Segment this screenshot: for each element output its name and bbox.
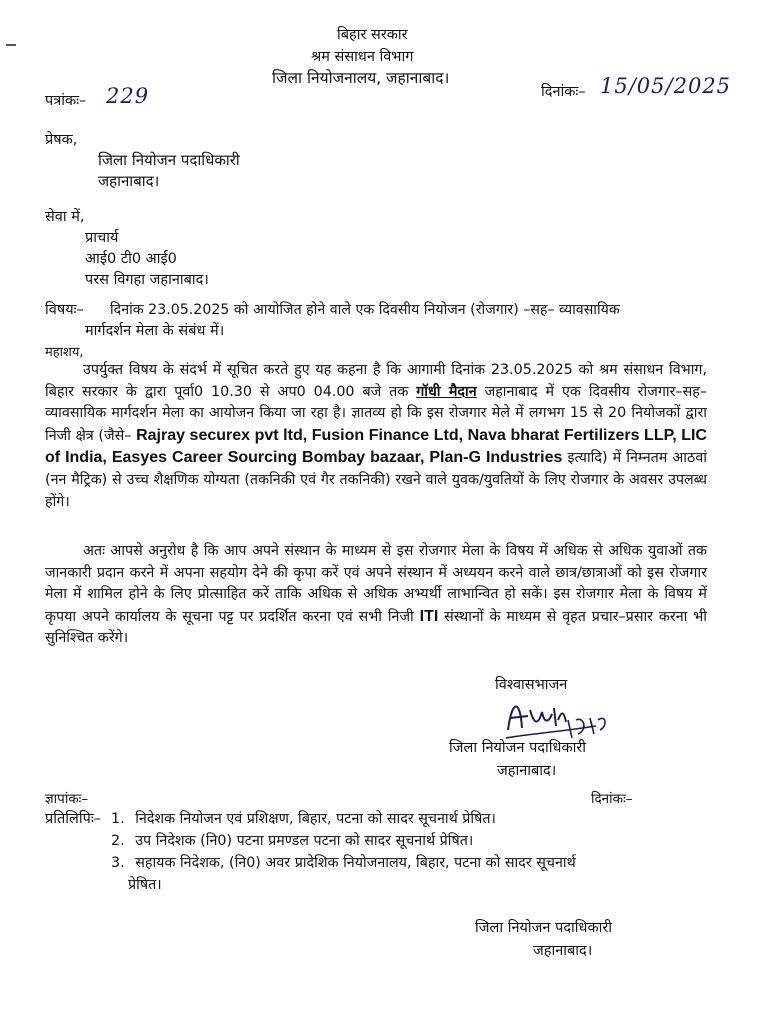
ref-number: 229: [106, 84, 150, 108]
closing-designation: जिला नियोजन पदाधिकारी: [449, 740, 587, 756]
para1-text-b: जहानाबाद में एक दिवसीय रोजगार–सह– व्यावसायिक मार्गदर्शन मेला का आयोजन किया जा रहा है। ज्ञातव्य हो कि इस रोजगार मेले में लगभग 15 से 20 नियोजकों द्वारा निजी क्षेत्र (जैसे–: [45, 383, 707, 444]
valediction: विश्वासभाजन: [495, 677, 568, 693]
copy-item-3: [111, 852, 576, 874]
margin-mark: [6, 44, 16, 46]
body-paragraph-2: [45, 541, 707, 650]
salutation: महाशय,: [45, 345, 84, 360]
para1-text-a: उपर्युक्त विषय के संदर्भ में सूचित करते हुए यह कहना है कि आगामी दिनांक 23.05.2025 को श्रम संसाधन विभाग, बिहार सरकार के द्वारा पूर्वा0 10.30 से अप0 04.00 बजे तक: [45, 362, 707, 400]
para1-venue: गॉधी मैदान: [416, 383, 477, 400]
date-label: दिनांकः–: [541, 84, 586, 100]
copy-item-text: सहायक निदेशक, (नि0) अवर प्रादेशिक नियोजनालय, बिहार, पटना को सादर सूचनार्थ: [135, 855, 576, 871]
copy-item-number: 1.: [111, 811, 125, 827]
subject-label: विषयः–: [45, 302, 84, 318]
header-government: बिहार सरकार: [337, 27, 408, 43]
sender-label: प्रेषक,: [45, 132, 78, 148]
footer-designation: जिला नियोजन पदाधिकारी: [475, 920, 613, 936]
copy-item-1: [111, 808, 496, 830]
ref-label: पत्रांकः–: [45, 93, 87, 109]
recipient-line2: आई0 टी0 आई0: [85, 251, 177, 267]
footer-place: जहानाबाद।: [533, 943, 593, 959]
para2-text-a: अतः आपसे अनुरोध है कि आप अपने संस्थान के माध्यम से इस रोजगार मेला के विषय में अधिक से अधिक युवाओं तक जानकारी प्रदान करने में अपना सहयोग देने की कृपा करें एवं अपने संस्थान में अध्ययन करने वाले छात्र/छात्राओं को इस रोजगार मेला में शामिल होने के लिए प्रोत्साहित करें ताकि अधिक से अधिक अभ्यर्थी लाभान्वित हो सकें। इस रोजगार मेला के विषय में कृपया अपने कार्यालय के सूचना पट्ट पर प्रदर्शित करना एवं सभी निजी: [45, 543, 707, 625]
sender-place: जहानाबाद।: [98, 172, 160, 190]
date-value: 15/05/2025: [600, 74, 732, 98]
sender-designation: जिला नियोजन पदाधिकारी: [98, 151, 240, 169]
copy-item-text: निदेशक नियोजन एवं प्रशिक्षण, बिहार, पटना को सादर सूचनार्थ प्रेषित।: [135, 811, 496, 827]
recipient-line1: प्राचार्य: [85, 230, 119, 246]
para1-companies: Rajray securex pvt ltd, Fusion Finance Ltd, Nava bharat Fertilizers LLP, LIC of India, Easyes Career Sourcing Bombay bazaar, Plan-G Industries: [45, 426, 707, 467]
para2-iti: ITI: [419, 607, 439, 625]
header-department: श्रम संसाधन विभाग: [311, 49, 414, 65]
para2-text-b: संस्थानों के माध्यम से वृहत प्रचार–प्रसार करना भी सुनिश्चित करेंगे।: [45, 608, 707, 647]
closing-place: जहानाबाद।: [497, 763, 557, 779]
memo-label: ज्ञापांकः–: [45, 791, 89, 807]
body-paragraph-1: [45, 360, 707, 513]
copy-item-2: [111, 830, 473, 852]
copy-item-text: उप निदेशक (नि0) पटना प्रमण्डल पटना को सादर सूचनार्थ प्रेषित।: [135, 833, 474, 849]
recipient-label: सेवा में,: [45, 209, 85, 225]
copy-item-3-continued: प्रेषित।: [128, 877, 162, 893]
para1-text-c: इत्यादि) में निम्नतम आठवां (नन मैट्रिक) से उच्च शैक्षणिक योग्यता (तकनिकी एवं गैर तकनिकी) रखने वाले युवक/युवतियों के लिए रोजगार के अवसर उपलब्ध होंगे।: [45, 450, 707, 510]
copy-label: प्रतिलिपिः–: [45, 811, 102, 827]
recipient-line3: परस विगहा जहानाबाद।: [85, 272, 209, 288]
header-office: जिला नियोजनालय, जहानाबाद।: [272, 69, 450, 87]
memo-date-label: दिनांकः–: [591, 791, 633, 807]
copy-item-number: 2.: [111, 833, 125, 849]
subject-line1: दिनांक 23.05.2025 को आयोजित होने वाले एक दिवसीय नियोजन (रोजगार) –सह– व्यावसायिक: [110, 302, 620, 318]
copy-item-number: 3.: [111, 855, 125, 871]
subject-line2: मार्गदर्शन मेला के संबंध में।: [85, 323, 225, 339]
